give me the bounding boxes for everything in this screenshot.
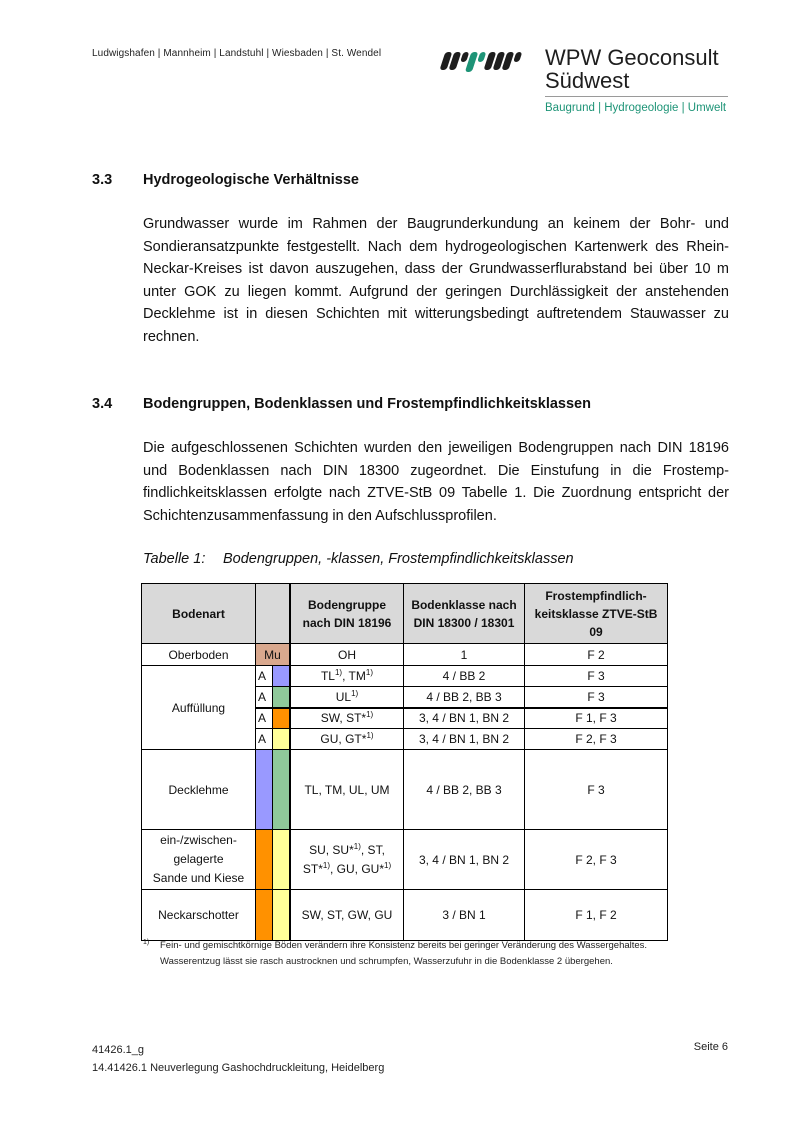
- cell-bodengruppe: [290, 830, 404, 890]
- cell-code-mu: Mu: [256, 644, 291, 666]
- header-bodenklasse: Bodenklasse nach DIN 18300 / 18301: [404, 584, 525, 644]
- company-name-line2: Südwest: [545, 68, 630, 93]
- footnote-mark: 1): [143, 939, 150, 946]
- wpw-stripes-logo-icon: [438, 50, 538, 74]
- table-caption: [143, 551, 574, 567]
- gruppe-text: SU, SU*: [309, 842, 354, 857]
- gruppe-text: , ST,: [360, 842, 385, 857]
- footnote-ref: 1): [366, 710, 374, 720]
- cell-bodengruppe: OH: [290, 644, 404, 666]
- color-swatch-violet: [273, 666, 291, 687]
- cell-bodenklasse: 3, 4 / BN 1, BN 2: [404, 729, 525, 750]
- table-caption-text: Bodengruppen, -klassen, Frostempfindlichkeitsklassen: [223, 551, 574, 567]
- header-frost: Frostempfindlichkeitsklasse ZTVE-StB 09: [525, 584, 668, 644]
- cell-bodenklasse: 4 / BB 2, BB 3: [404, 750, 525, 830]
- footnote-ref: 1): [351, 688, 359, 698]
- cell-bodenklasse: 4 / BB 2: [404, 666, 525, 687]
- cell-bodenklasse: 3, 4 / BN 1, BN 2: [404, 830, 525, 890]
- table-row-decklehme: [142, 750, 668, 830]
- section-title: Hydrogeologische Verhältnisse: [143, 172, 359, 188]
- section-body-3-4: Die aufgeschlossenen Schichten wurden den jeweiligen Bodengruppen nach DIN 18196 und Bodenklassen nach DIN 18300 zugeordnet. Die Einstufung in die Frostempfindlichkeitsklassen erfolgte nach ZTVE-StB 09 Tabelle 1. Die Zuordnung entspricht der Schichtenzusammenfassung in den Aufschlussprofilen.: [143, 440, 729, 524]
- company-name: [545, 46, 719, 92]
- bodenart-line: ein-/zwischen-: [160, 833, 237, 847]
- company-logo: [438, 46, 738, 118]
- table-row-auffuellung-1: [142, 666, 668, 687]
- soil-classification-table: [141, 583, 668, 941]
- header-locations: Ludwigshafen | Mannheim | Landstuhl | Wiesbaden | St. Wendel: [92, 48, 382, 59]
- footnote-ref: 1): [322, 860, 330, 870]
- cell-bodengruppe: [290, 666, 404, 687]
- footnote-text: Fein- und gemischtkörnige Böden verändern ihre Konsistenz bereits bei geringer Veränderung des Wassergehaltes. Wasserentzug lässt sie rasch austrocknen und schrumpfen, Wasserzufuhr in die Bodenklasse 2 übergehen.: [160, 940, 648, 967]
- company-name-line1: WPW Geoconsult: [545, 45, 719, 70]
- gruppe-text: ST*: [302, 861, 323, 876]
- cell-a: A: [256, 666, 273, 687]
- section-number: 3.4: [92, 396, 113, 412]
- bodenart-line: gelagerte: [173, 852, 224, 866]
- cell-bodengruppe: SW, ST, GW, GU: [290, 890, 404, 941]
- cell-frost: F 2: [525, 644, 668, 666]
- section-number: 3.3: [92, 172, 113, 188]
- color-swatch-green: [273, 750, 291, 830]
- footnote-ref: 1): [366, 731, 374, 740]
- project-title: 14.41426.1 Neuverlegung Gashochdruckleitung, Heidelberg: [92, 1062, 385, 1074]
- color-swatch-yellow: [273, 729, 291, 750]
- color-swatch-green: [273, 687, 291, 708]
- page-footer-left: [92, 1041, 384, 1077]
- footnote-ref: 1): [384, 860, 392, 870]
- footnote-ref: 1): [334, 668, 343, 677]
- cell-frost: F 3: [525, 666, 668, 687]
- cell-bodengruppe: TL, TM, UL, UM: [290, 750, 404, 830]
- cell-bodenklasse: 3 / BN 1: [404, 890, 525, 941]
- cell-frost: F 1, F 3: [525, 708, 668, 729]
- page-number: Seite 6: [693, 1041, 728, 1053]
- cell-bodenart: [142, 830, 256, 890]
- table-row-oberboden: [142, 644, 668, 666]
- footnote-ref: 1): [365, 668, 374, 677]
- cell-a: A: [256, 687, 273, 708]
- gruppe-text: SW, ST*: [320, 711, 367, 726]
- gruppe-text: , TM: [342, 669, 366, 683]
- cell-a: A: [256, 708, 273, 729]
- header-bodengruppe: Bodengruppe nach DIN 18196: [290, 584, 404, 644]
- cell-bodenklasse: 4 / BB 2, BB 3: [404, 687, 525, 708]
- color-swatch-orange: [273, 708, 291, 729]
- cell-bodenart: Neckarschotter: [142, 890, 256, 941]
- cell-frost: F 3: [525, 750, 668, 830]
- cell-frost: F 1, F 2: [525, 890, 668, 941]
- header-bodenart: Bodenart: [142, 584, 256, 644]
- gruppe-text: UL: [335, 689, 352, 704]
- cell-frost: F 2, F 3: [525, 729, 668, 750]
- color-swatch-orange: [256, 830, 273, 890]
- table-header-row: [142, 584, 668, 644]
- cell-bodengruppe: [290, 708, 404, 729]
- gruppe-text: , GU, GU*: [330, 861, 385, 876]
- cell-frost: F 2, F 3: [525, 830, 668, 890]
- table-row-sande-kiese: [142, 830, 668, 890]
- cell-bodenklasse: 3, 4 / BN 1, BN 2: [404, 708, 525, 729]
- section-heading-3-3: [92, 172, 359, 188]
- cell-bodenart: Oberboden: [142, 644, 256, 666]
- cell-bodenart: Decklehme: [142, 750, 256, 830]
- cell-bodenklasse: 1: [404, 644, 525, 666]
- header-code: [256, 584, 291, 644]
- gruppe-text: TL: [320, 669, 335, 683]
- table-row-neckarschotter: [142, 890, 668, 941]
- logo-divider: [545, 96, 728, 97]
- color-swatch-orange: [256, 890, 273, 941]
- document-id: 41426.1_g: [92, 1044, 144, 1056]
- color-swatch-yellow: [273, 890, 291, 941]
- cell-bodengruppe: [290, 729, 404, 750]
- gruppe-text: GU, GT*: [320, 732, 367, 746]
- cell-bodenart-auffuellung: Auffüllung: [142, 666, 256, 750]
- cell-frost: F 3: [525, 687, 668, 708]
- cell-bodengruppe: [290, 687, 404, 708]
- section-title: Bodengruppen, Bodenklassen und Frostempfindlichkeitsklassen: [143, 396, 591, 412]
- color-swatch-violet: [256, 750, 273, 830]
- table-footnote: [143, 938, 683, 970]
- section-heading-3-4: [92, 396, 591, 412]
- company-tagline: Baugrund | Hydrogeologie | Umwelt: [545, 102, 727, 114]
- section-body-3-3: Grundwasser wurde im Rahmen der Baugrunderkundung an keinem der Bohr- und Sondieransatzpunkte festgestellt. Nach dem hydrogeologischen Kartenwerk des Rhein-Neckar-Kreises ist davon auszugehen, dass der Grundwasserflurabstand bei über 10 m unter GOK zu liegen kommt. Aufgrund der geringen Durchlässigkeit der anstehenden Decklehme ist in diesen Schichten mit witterungsbedingt auftretendem Stauwasser zu rechnen.: [143, 216, 729, 345]
- color-swatch-yellow: [273, 830, 291, 890]
- bodenart-line: Sande und Kiese: [152, 871, 245, 885]
- footnote-ref: 1): [353, 841, 361, 851]
- cell-a: A: [256, 729, 273, 750]
- table-caption-label: Tabelle 1:: [143, 551, 206, 567]
